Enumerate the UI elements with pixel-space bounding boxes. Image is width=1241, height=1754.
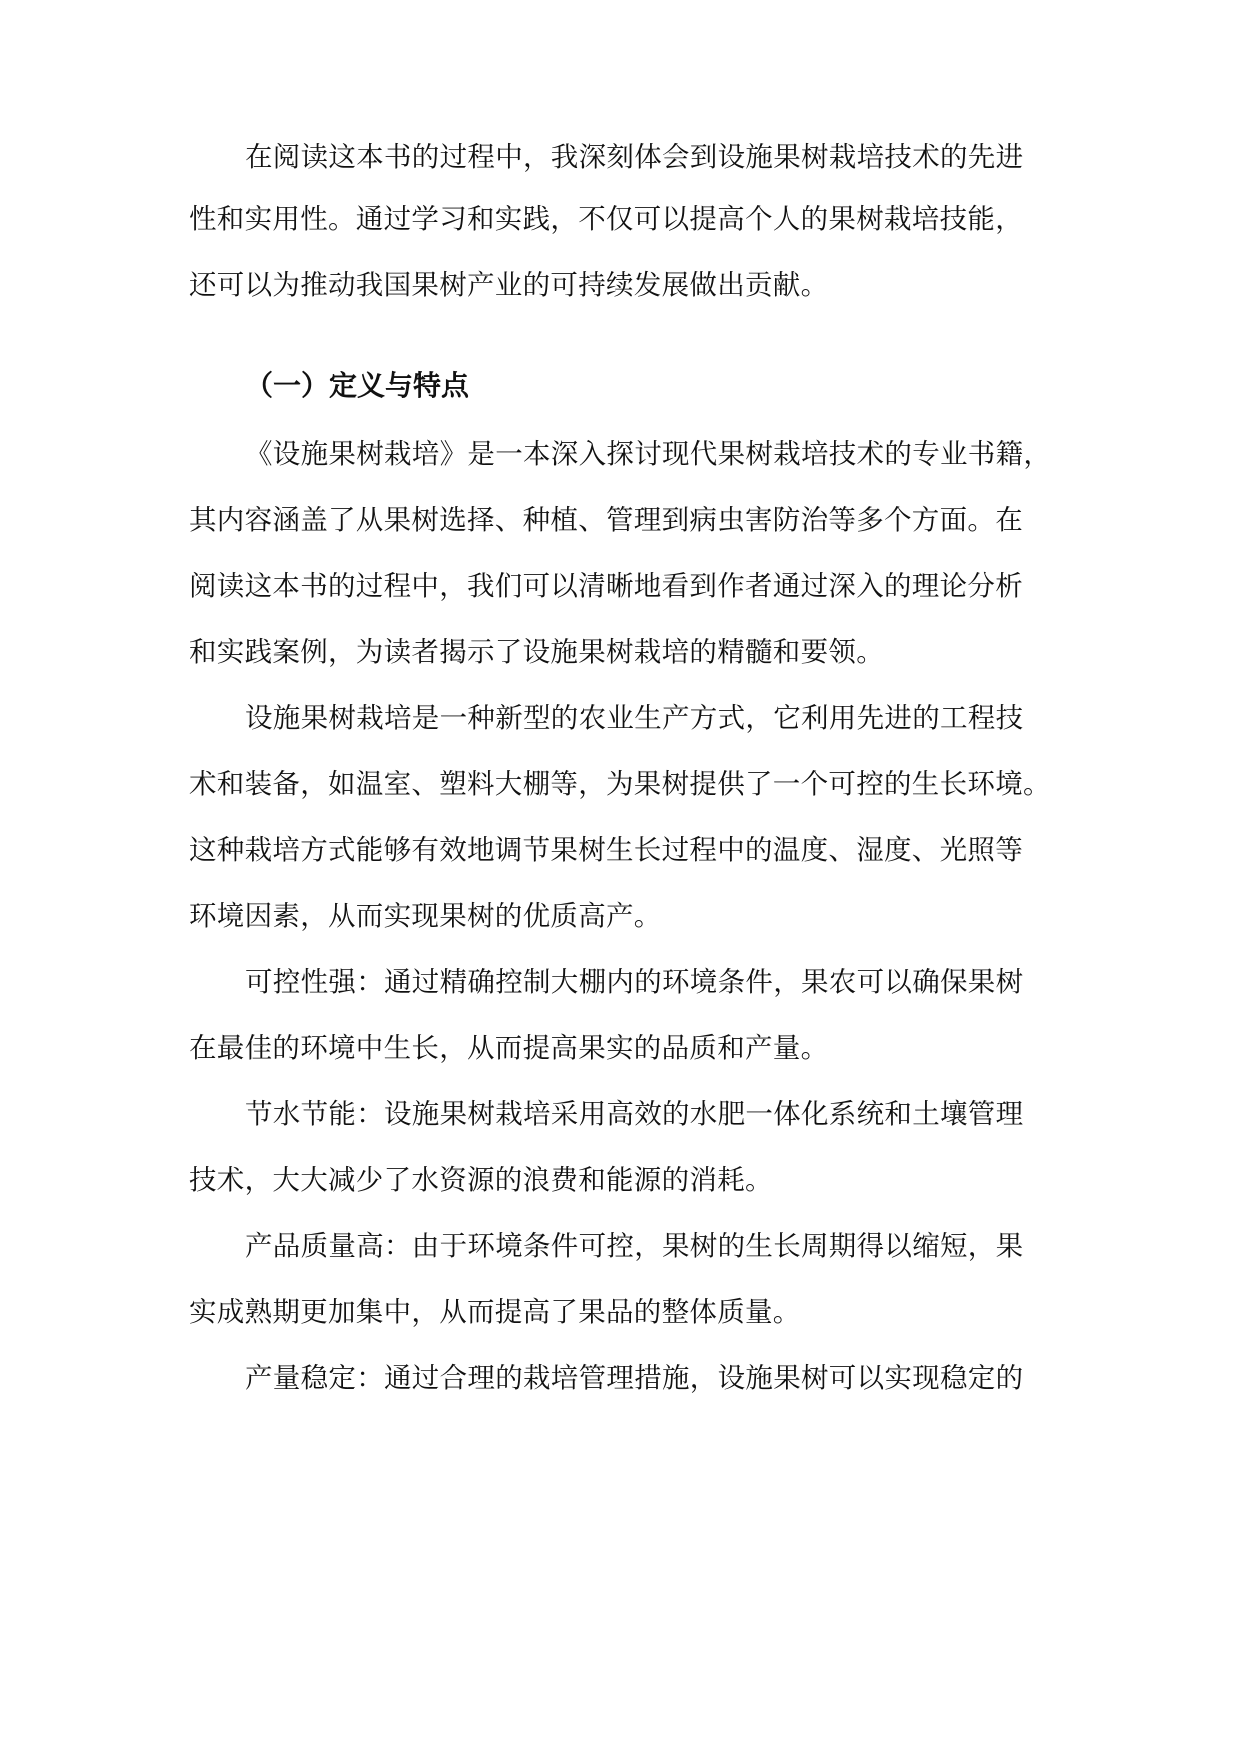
- paragraph-3-line-1: 设施果树栽培是一种新型的农业生产方式，它利用先进的工程技: [245, 702, 1024, 734]
- paragraph-2-line-1: 《设施果树栽培》是一本深入探讨现代果树栽培技术的专业书籍，: [245, 438, 1052, 470]
- paragraph-2-line-2: 其内容涵盖了从果树选择、种植、管理到病虫害防治等多个方面。在: [189, 504, 1023, 536]
- paragraph-1-line-2: 性和实用性。通过学习和实践，不仅可以提高个人的果树栽培技能，: [189, 203, 1023, 235]
- paragraph-4-line-2: 在最佳的环境中生长，从而提高果实的品质和产量。: [189, 1032, 829, 1064]
- paragraph-5-line-2: 技术，大大减少了水资源的浪费和能源的消耗。: [189, 1164, 773, 1196]
- paragraph-3-line-4: 环境因素，从而实现果树的优质高产。: [189, 900, 662, 932]
- paragraph-1-line-3: 还可以为推动我国果树产业的可持续发展做出贡献。: [189, 269, 829, 301]
- paragraph-2-line-4: 和实践案例，为读者揭示了设施果树栽培的精髓和要领。: [189, 636, 884, 668]
- paragraph-3-line-2: 术和装备，如温室、塑料大棚等，为果树提供了一个可控的生长环境。: [189, 768, 1051, 800]
- paragraph-6-line-1: 产品质量高：由于环境条件可控，果树的生长周期得以缩短，果: [245, 1230, 1024, 1262]
- paragraph-6-line-2: 实成熟期更加集中，从而提高了果品的整体质量。: [189, 1296, 801, 1328]
- paragraph-3-line-3: 这种栽培方式能够有效地调节果树生长过程中的温度、湿度、光照等: [189, 834, 1023, 866]
- paragraph-1-line-1: 在阅读这本书的过程中，我深刻体会到设施果树栽培技术的先进: [245, 141, 1024, 173]
- section-heading: （一）定义与特点: [245, 369, 470, 402]
- paragraph-7-line-1: 产量稳定：通过合理的栽培管理措施，设施果树可以实现稳定的: [245, 1362, 1024, 1394]
- paragraph-4-line-1: 可控性强：通过精确控制大棚内的环境条件，果农可以确保果树: [245, 966, 1024, 998]
- paragraph-2-line-3: 阅读这本书的过程中，我们可以清晰地看到作者通过深入的理论分析: [189, 570, 1023, 602]
- paragraph-5-line-1: 节水节能：设施果树栽培采用高效的水肥一体化系统和土壤管理: [245, 1098, 1024, 1130]
